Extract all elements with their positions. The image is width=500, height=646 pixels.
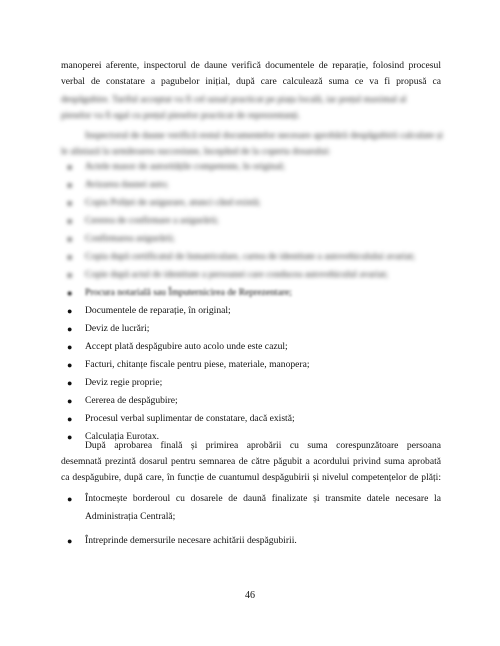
- list-item-text: Procesul verbal suplimentar de constatare, dacă există;: [85, 413, 295, 424]
- paragraph-line: desemnată prezintă dosarul pentru semnarea de către păgubit a acordului privind suma aprobată: [61, 456, 441, 467]
- list-item: [61, 490, 441, 526]
- list-item: [61, 410, 441, 428]
- list-item: [61, 356, 441, 374]
- bullet-icon: ●: [67, 494, 73, 504]
- bullet-icon: ●: [67, 414, 73, 424]
- list-item: [61, 302, 441, 320]
- documents-bullet-list: [61, 302, 441, 446]
- blurred-line: pieselor va fi egal cu prețul pieselor practicat de reprezentanți.: [61, 110, 301, 121]
- list-item: [61, 392, 441, 410]
- list-item: ● Copia după certificatul de înmatriculare, cartea de identitate a autovehiculului avariat;: [61, 248, 441, 266]
- list-item: ● Cererea de confirmare a asigurării;: [61, 212, 441, 230]
- bullet-icon: ●: [67, 162, 73, 172]
- list-item-text: Deviz regie proprie;: [85, 377, 163, 388]
- list-item: ● Copie după actul de identitate a persoanei care conducea autovehiculul avariat;: [61, 266, 441, 284]
- bullet-icon: ●: [67, 288, 73, 298]
- bullet-icon: ●: [67, 198, 73, 208]
- list-item: ● Actele masor de autoritățile competente, în original;: [61, 158, 441, 176]
- bullet-icon: ●: [67, 396, 73, 406]
- bullet-icon: ●: [67, 342, 73, 352]
- page-number: 46: [245, 590, 255, 601]
- list-item: ● Confirmarea asigurării;: [61, 230, 441, 248]
- bullet-icon: ●: [67, 360, 73, 370]
- bullet-icon: ●: [67, 432, 73, 442]
- closing-paragraph: [61, 438, 441, 486]
- list-item-text: Calculația Eurotax.: [85, 431, 160, 442]
- intro-line: verbal de constatare a pagubelor inițial, după care calculează suma ce va fi propusă ca: [61, 76, 441, 87]
- bullet-icon: ●: [67, 180, 73, 190]
- list-item: ● Avizarea daunei auto;: [61, 176, 441, 194]
- list-item: [61, 532, 441, 550]
- intro-paragraph: [61, 58, 441, 90]
- list-item: [61, 338, 441, 356]
- paragraph-line: ca despăgubire, după care, în funcție de cuantumul despăgubirii și nivelul competențelor de plăți:: [61, 472, 441, 483]
- bullet-icon: ●: [67, 270, 73, 280]
- list-item-text: Deviz de lucrări;: [85, 323, 150, 334]
- blurred-line: Inspectorul de daune verifică restul documentelor necesare aprobării despăgubirii calculate și: [85, 130, 444, 141]
- list-item-text: Documentele de reparație, în original;: [85, 305, 231, 316]
- blurred-bullet-list: [61, 158, 441, 284]
- list-item-text: Accept plată despăgubire auto acolo unde este cazul;: [85, 341, 288, 352]
- list-item-text: Întreprinde demersurile necesare achitării despăgubirii.: [85, 535, 297, 546]
- bullet-icon: ●: [67, 306, 73, 316]
- blurred-section: [61, 92, 444, 160]
- blurred-line: le aliniază la următoarea succesiune, începând de la coperta dosarului:: [61, 146, 331, 157]
- list-item-text: Întocmește borderoul cu dosarele de daună finalizate și transmite datele necesare la Administrația Centrală;: [85, 493, 441, 522]
- list-item: [61, 374, 441, 392]
- bullet-icon: ●: [67, 536, 73, 546]
- blurred-line: despăgubire. Tariful acceptat va fi cel uzual practicat pe piața locală, iar prețul maximal al: [61, 94, 407, 105]
- partial-bullet-list: [61, 284, 441, 302]
- bullet-icon: ●: [67, 324, 73, 334]
- list-item: ● Procura notarială sau Împuternicirea de Reprezentare;: [61, 284, 441, 302]
- list-item: ● Copia Poliței de asigurare, atunci când există;: [61, 194, 441, 212]
- bullet-icon: ●: [67, 378, 73, 388]
- paragraph-line: După aprobarea finală și primirea aprobării cu suma corespunzătoare persoana: [85, 440, 441, 451]
- bullet-icon: ●: [67, 216, 73, 226]
- list-item-text: Cererea de despăgubire;: [85, 395, 178, 406]
- final-bullet-list: [61, 490, 441, 550]
- bullet-icon: ●: [67, 234, 73, 244]
- list-item-text: Facturi, chitanțe fiscale pentru piese, materiale, manopera;: [85, 359, 310, 370]
- intro-line: manoperei aferente, inspectorul de daune verifică documentele de reparație, folosind procesul: [61, 60, 441, 71]
- bullet-icon: ●: [67, 252, 73, 262]
- list-item: [61, 320, 441, 338]
